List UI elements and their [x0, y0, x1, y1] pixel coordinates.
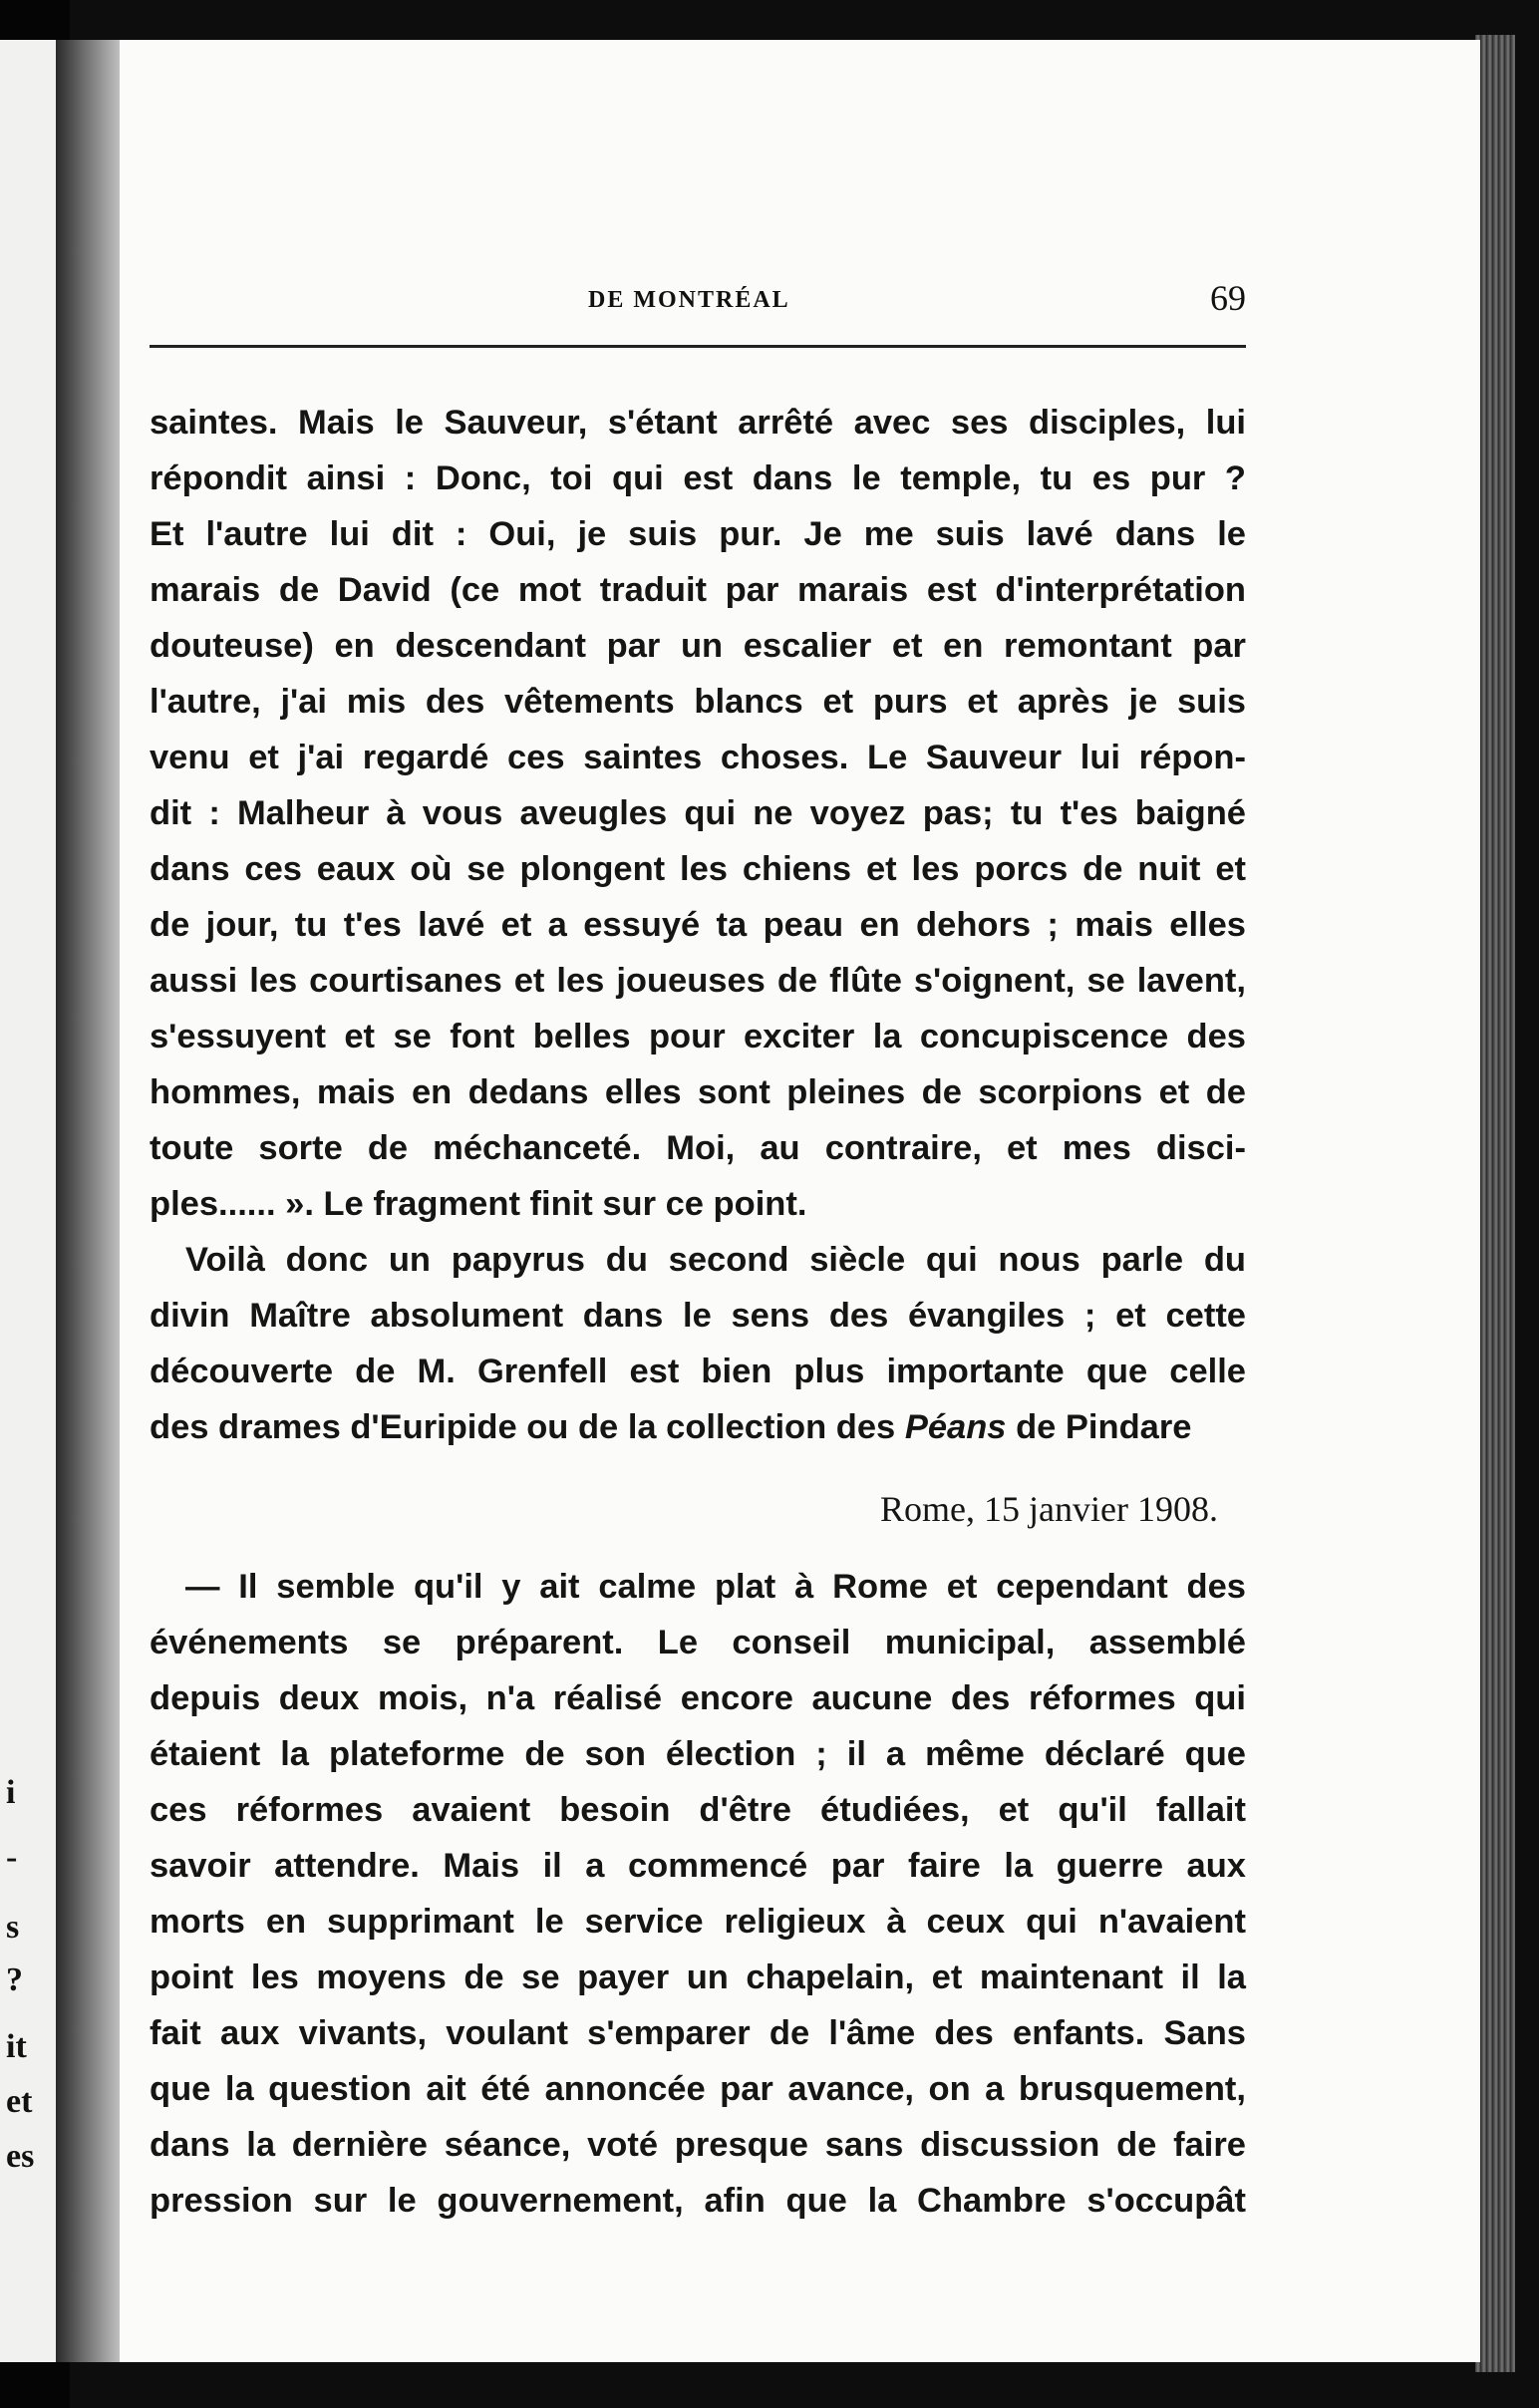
text-line: étaient la plateforme de son élection ; il a même déclaré que	[150, 1735, 1246, 1773]
text-line: répondit ainsi : Donc, toi qui est dans le temple, tu es pur ?	[150, 459, 1246, 497]
text-line: aussi les courtisanes et les joueuses de flûte s'oignent, se lavent,	[150, 962, 1246, 1000]
text-line: ces réformes avaient besoin d'être étudiées, et qu'il fallait	[150, 1791, 1246, 1829]
facing-page-fragment: -	[6, 1839, 18, 1876]
text-line: depuis deux mois, n'a réalisé encore aucune des réformes qui	[150, 1679, 1246, 1717]
facing-page-fragment: i	[6, 1774, 16, 1811]
text-line: venu et j'ai regardé ces saintes choses. Le Sauveur lui répon-	[150, 739, 1246, 776]
text-line: que la question ait été annoncée par avance, on a brusquement,	[150, 2070, 1246, 2108]
paragraph-3	[150, 1559, 1246, 2229]
facing-page-fragment: et	[6, 2083, 33, 2120]
page-header	[150, 277, 1246, 337]
text-line	[150, 1399, 1246, 1455]
text-line: hommes, mais en dedans elles sont pleines de scorpions et de	[150, 1073, 1246, 1111]
text-line: toute sorte de méchanceté. Moi, au contraire, et mes disci-	[150, 1129, 1246, 1167]
facing-page-fragment: it	[6, 2028, 27, 2065]
text-line: s'essuyent et se font belles pour exciter la concupiscence des	[150, 1018, 1246, 1055]
header-rule	[150, 345, 1246, 348]
text-segment: des drames d'Euripide ou de la collection des	[150, 1408, 905, 1446]
facing-page-fragment: s	[6, 1909, 20, 1946]
text-line: divin Maître absolument dans le sens des évangiles ; et cette	[150, 1297, 1246, 1335]
paragraph-1	[150, 395, 1246, 1232]
paragraph-2	[150, 1232, 1246, 1455]
text-line: point les moyens de se payer un chapelain, et maintenant il la	[150, 1958, 1246, 1996]
text-line: — Il semble qu'il y ait calme plat à Rome et cependant des	[185, 1568, 1246, 1606]
text-line: de jour, tu t'es lavé et a essuyé ta peau en dehors ; mais elles	[150, 906, 1246, 944]
text-line: saintes. Mais le Sauveur, s'étant arrêté avec ses disciples, lui	[150, 404, 1246, 442]
page-text-block	[150, 40, 1376, 2362]
text-segment: de Pindare	[1006, 1408, 1192, 1446]
book-page	[120, 40, 1480, 2362]
facing-page-fragment: ?	[6, 1961, 23, 1998]
italic-title: Péans	[904, 1408, 1007, 1446]
text-line: ples...... ». Le fragment finit sur ce point.	[150, 1185, 807, 1223]
book-page-stack-edge	[1475, 35, 1515, 2372]
text-line: événements se préparent. Le conseil municipal, assemblé	[150, 1624, 1246, 1661]
text-line: l'autre, j'ai mis des vêtements blancs et purs et après je suis	[150, 683, 1246, 721]
text-line: savoir attendre. Mais il a commencé par faire la guerre aux	[150, 1847, 1246, 1885]
running-head: DE MONTRÉAL	[588, 287, 790, 313]
page-body	[150, 395, 1246, 2229]
text-line: pression sur le gouvernement, afin que la Chambre s'occupât	[150, 2182, 1246, 2220]
text-line: fait aux vivants, voulant s'emparer de l'âme des enfants. Sans	[150, 2014, 1246, 2052]
text-line: marais de David (ce mot traduit par marais est d'interprétation	[150, 571, 1246, 609]
facing-page-fragments	[0, 0, 60, 2408]
text-line: Voilà donc un papyrus du second siècle qui nous parle du	[185, 1241, 1246, 1279]
text-line: dans ces eaux où se plongent les chiens et les porcs de nuit et	[150, 850, 1246, 888]
text-line: Et l'autre lui dit : Oui, je suis pur. Je me suis lavé dans le	[150, 515, 1246, 553]
text-line: dit : Malheur à vous aveugles qui ne voyez pas; tu t'es baigné	[150, 794, 1246, 832]
text-line: dans la dernière séance, voté presque sans discussion de faire	[150, 2126, 1246, 2164]
dateline: Rome, 15 janvier 1908.	[880, 1489, 1218, 1529]
text-line: douteuse) en descendant par un escalier et en remontant par	[150, 627, 1246, 665]
page-number: 69	[1210, 278, 1246, 318]
text-line: morts en supprimant le service religieux à ceux qui n'avaient	[150, 1903, 1246, 1941]
facing-page-fragment: es	[6, 2138, 35, 2175]
spacer	[150, 1537, 1246, 1559]
text-line: découverte de M. Grenfell est bien plus importante que celle	[150, 1353, 1246, 1390]
